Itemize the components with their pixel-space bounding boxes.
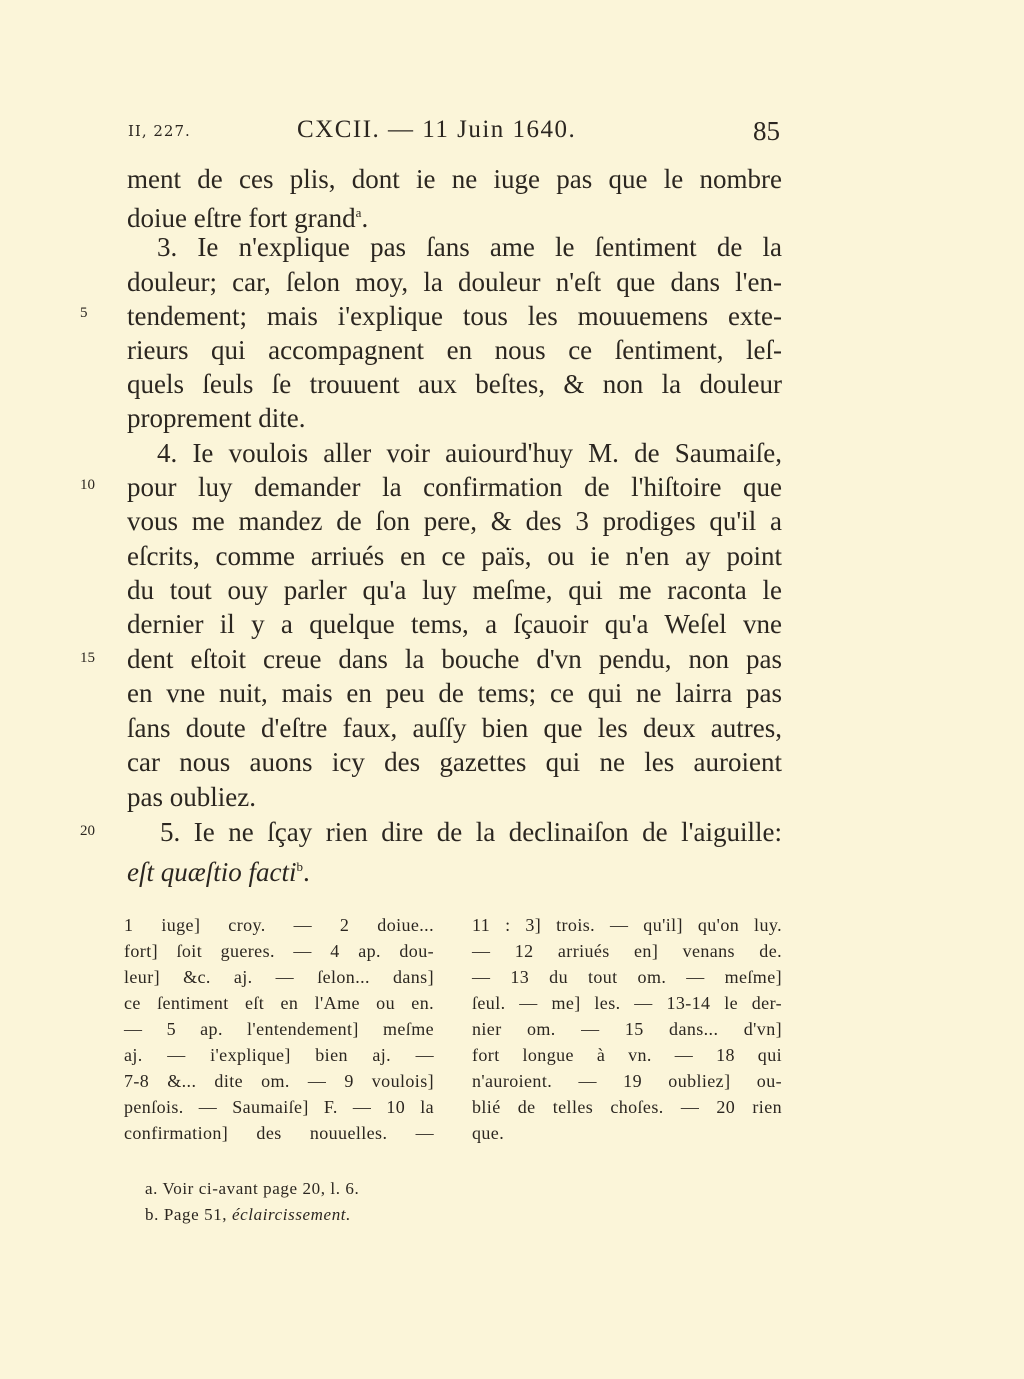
- volume-reference: II, 227.: [128, 122, 191, 140]
- variant-line: blié de telles choſes. — 20 rien: [472, 1097, 782, 1117]
- variant-line: leur] &c. aj. — ſelon... dans]: [124, 967, 434, 987]
- footnote-text: Voir ci-avant page 20, l. 6.: [162, 1179, 360, 1198]
- variant-line: ce ſentiment eſt en l'Ame ou en.: [124, 993, 434, 1013]
- letter-title: CXCII. — 11 Juin 1640.: [297, 116, 577, 143]
- variant-line: aj. — i'explique] bien aj. —: [124, 1045, 434, 1065]
- text-line: doiue eſtre fort grand$^a$.: [127, 203, 369, 233]
- footnote-italic: éclaircissement.: [232, 1205, 351, 1224]
- text-line: 4. Ie voulois aller voir auiourd'huy M. de Saumaiſe,: [157, 438, 782, 468]
- text-line: eſcrits, comme arriués en ce païs, ou ie n'en ay point: [127, 541, 782, 571]
- text-line: en vne nuit, mais en peu de tems; ce qui ne lairra pas: [127, 678, 782, 708]
- text-line: dernier il y a quelque tems, a ſçauoir qu'a Weſel vne: [127, 609, 782, 639]
- text-line: vous me mandez de ſon pere, & des 3 prodiges qu'il a: [127, 506, 782, 536]
- variant-line: que.: [472, 1123, 505, 1143]
- variant-line: — 5 ap. l'entendement] meſme: [124, 1019, 434, 1039]
- line-number: 20: [80, 823, 95, 839]
- text-line: proprement dite.: [127, 403, 306, 433]
- text-line: 5. Ie ne ſçay rien dire de la declinaiſon de l'aiguille:: [160, 817, 782, 847]
- footnote-a: [145, 1176, 359, 1202]
- variant-line: 11 : 3] trois. — qu'il] qu'on luy.: [472, 915, 782, 935]
- text-line: tendement; mais i'explique tous les mouuemens exte-: [127, 301, 782, 331]
- footnote-text: Page 51,: [163, 1205, 233, 1224]
- text-line: quels ſeuls ſe trouuent aux beſtes, & non la douleur: [127, 369, 782, 399]
- variant-line: fort] ſoit gueres. — 4 ap. dou-: [124, 941, 434, 961]
- variant-line: ſeul. — me] les. — 13-14 le der-: [472, 993, 782, 1013]
- footnote-mark-b: b: [296, 859, 303, 874]
- variants-right-column: [472, 912, 782, 1146]
- footnote-mark: b.: [145, 1205, 159, 1224]
- text-line: douleur; car, ſelon moy, la douleur n'eſt que dans l'en-: [127, 267, 782, 297]
- text-line: pour luy demander la confirmation de l'hiſtoire que: [127, 472, 782, 502]
- variant-line: 1 iuge] croy. — 2 doiue...: [124, 915, 434, 935]
- variant-line: 7-8 &... dite om. — 9 voulois]: [124, 1071, 434, 1091]
- text-line: ment de ces plis, dont ie ne iuge pas que le nombre: [127, 164, 782, 194]
- footnotes: [145, 1176, 359, 1228]
- text-line: ſans doute d'eſtre faux, auſſy bien que les deux autres,: [127, 713, 782, 743]
- variant-line: n'auroient. — 19 oubliez] ou-: [472, 1071, 782, 1091]
- variant-line: nier om. — 15 dans... d'vn]: [472, 1019, 782, 1039]
- text-line: 3. Ie n'explique pas ſans ame le ſentiment de la: [157, 232, 782, 262]
- variant-line: — 12 arriués en] venans de.: [472, 941, 782, 961]
- footnote-mark: a.: [145, 1179, 158, 1198]
- text-line: du tout ouy parler qu'a luy meſme, qui me raconta le: [127, 575, 782, 605]
- variant-line: penſois. — Saumaiſe] F. — 10 la: [124, 1097, 434, 1117]
- text-line: dent eſtoit creue dans la bouche d'vn pendu, non pas: [127, 644, 782, 674]
- page-number: 85: [753, 116, 780, 146]
- footnote-b: [145, 1202, 359, 1228]
- text-line: eſt quæſtio facti$^b$.: [127, 857, 310, 887]
- text-line: pas oubliez.: [127, 782, 256, 812]
- text-line: rieurs qui accompagnent en nous ce ſentiment, leſ-: [127, 335, 782, 365]
- variants-left-column: [124, 912, 434, 1146]
- line-number: 15: [80, 650, 95, 666]
- footnote-mark-a: a: [355, 205, 362, 220]
- running-head: [0, 116, 1024, 152]
- variant-line: — 13 du tout om. — meſme]: [472, 967, 782, 987]
- variant-line: confirmation] des nouuelles. —: [124, 1123, 434, 1143]
- line-number: 5: [80, 305, 88, 321]
- text-line: car nous auons icy des gazettes qui ne les auroient: [127, 747, 782, 777]
- variant-line: fort longue à vn. — 18 qui: [472, 1045, 782, 1065]
- line-number: 10: [80, 477, 95, 493]
